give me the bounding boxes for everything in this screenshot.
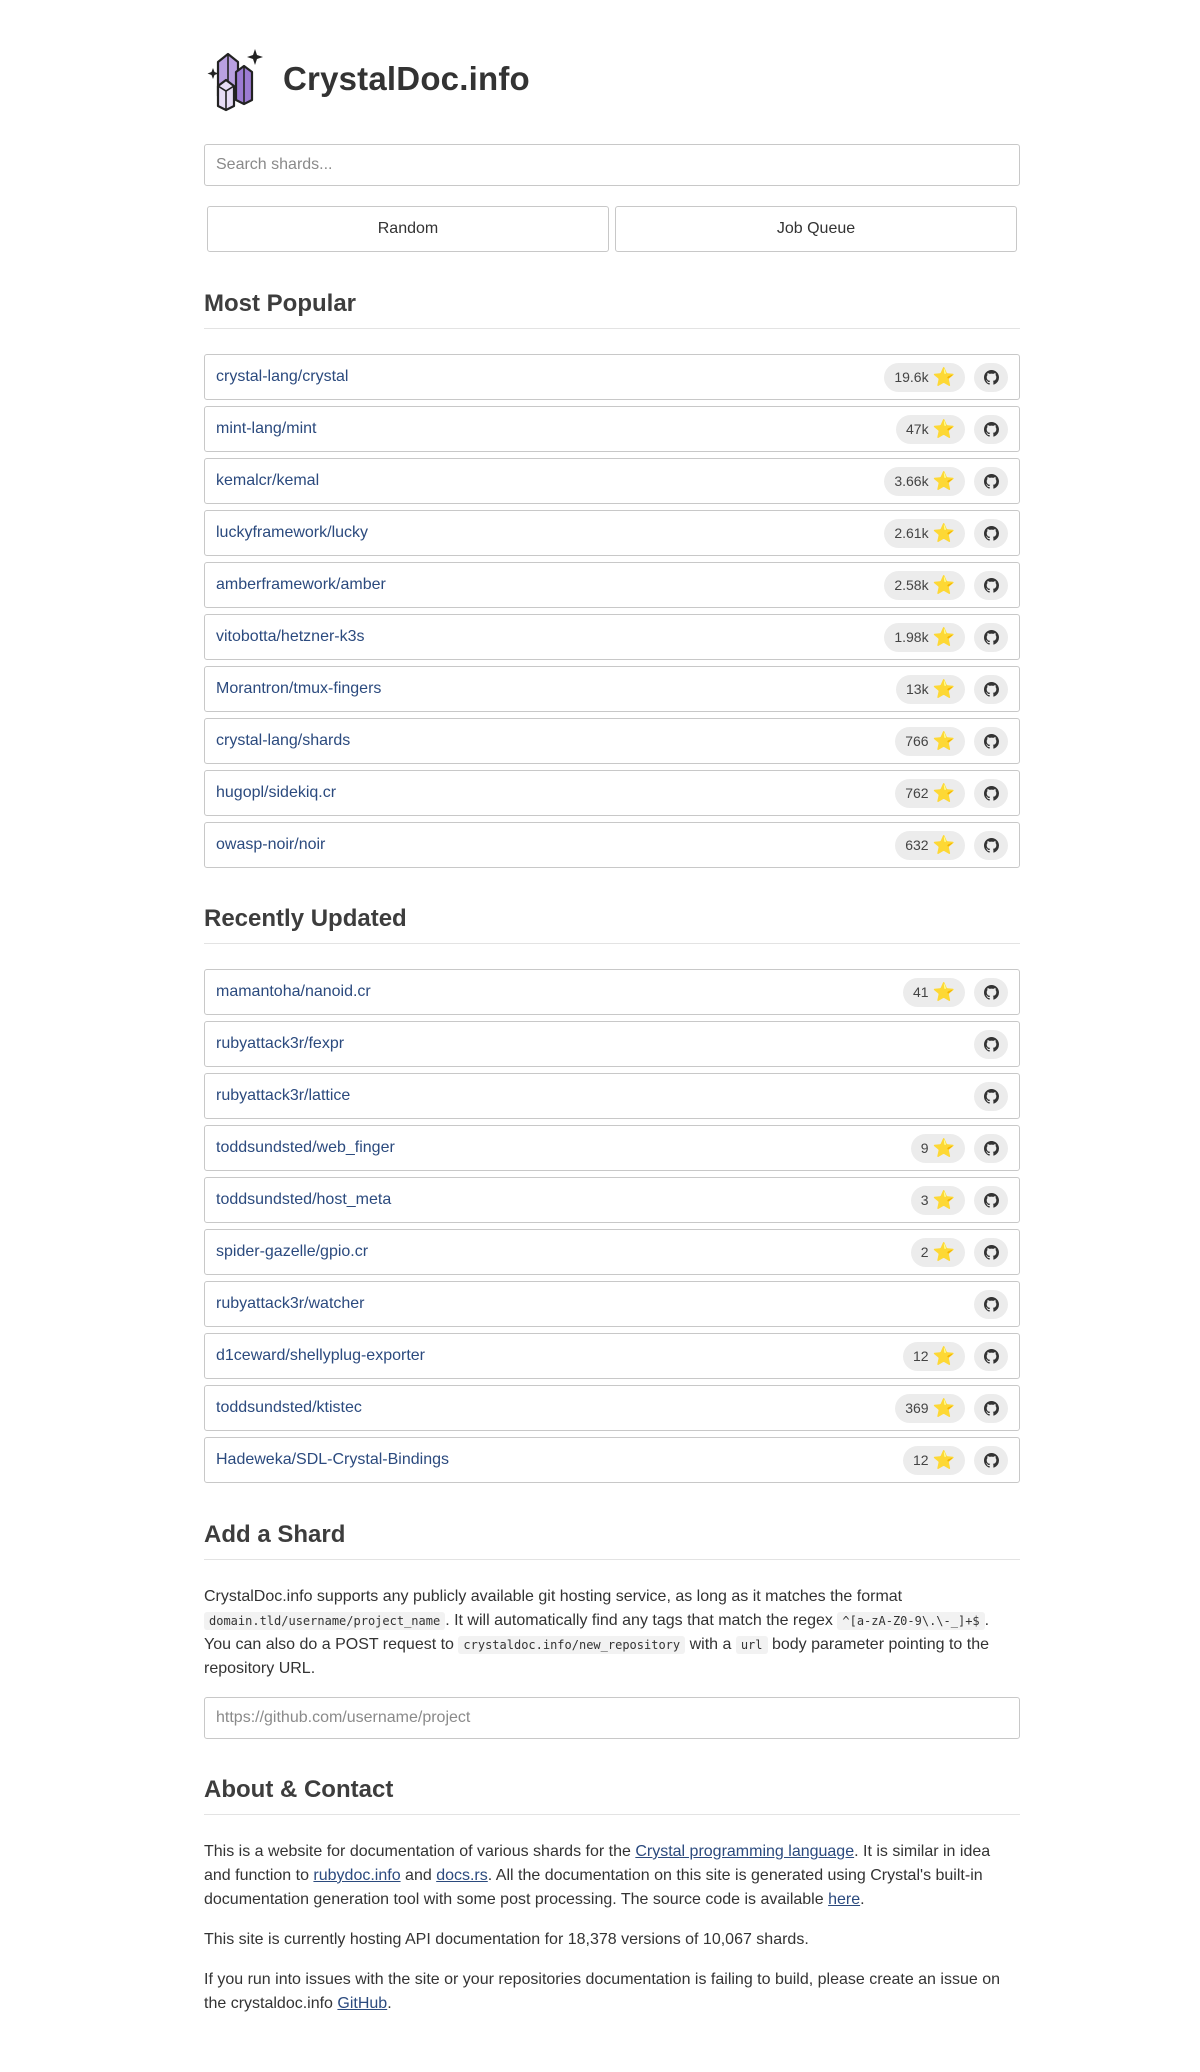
issues-text: .	[387, 1995, 392, 2012]
github-icon[interactable]	[974, 1238, 1008, 1267]
github-issues-link[interactable]: GitHub	[337, 1995, 388, 2012]
stars-badge	[911, 1134, 965, 1163]
github-icon[interactable]	[974, 467, 1008, 496]
stars-badge	[884, 571, 965, 600]
shard-link[interactable]: amberframework/amber	[216, 576, 386, 593]
stars-count: 12	[913, 1452, 929, 1468]
shard-link[interactable]: toddsundsted/ktistec	[216, 1399, 362, 1416]
github-icon[interactable]	[974, 1134, 1008, 1163]
star-icon: ⭐	[932, 367, 955, 387]
recently-updated-heading: Recently Updated	[204, 905, 1020, 944]
popular-shard-list	[204, 354, 1020, 868]
shard-link[interactable]: kemalcr/kemal	[216, 472, 320, 489]
rubydoc-link[interactable]: rubydoc.info	[313, 1867, 401, 1884]
shard-link[interactable]: owasp-noir/noir	[216, 836, 326, 853]
star-icon: ⭐	[932, 783, 955, 803]
stars-badge	[903, 1446, 965, 1475]
stars-badge	[903, 1342, 965, 1371]
repository-url-input[interactable]	[204, 1697, 1020, 1739]
stars-count: 13k	[906, 681, 929, 697]
star-icon: ⭐	[932, 1398, 955, 1418]
star-icon: ⭐	[932, 419, 955, 439]
crystal-logo-icon[interactable]	[206, 46, 264, 112]
shard-link[interactable]: rubyattack3r/watcher	[216, 1295, 365, 1312]
shard-list-item	[204, 562, 1020, 608]
shard-link[interactable]: mamantoha/nanoid.cr	[216, 983, 371, 1000]
stars-badge	[896, 675, 965, 704]
github-icon[interactable]	[974, 727, 1008, 756]
star-icon: ⭐	[932, 523, 955, 543]
issues-text: If you run into issues with the site or your repositories documentation is failing to build, please create an issue on the crystaldoc.info	[204, 1971, 1000, 2012]
github-icon[interactable]	[974, 779, 1008, 808]
endpoint-code: crystaldoc.info/new_repository	[458, 1636, 685, 1654]
stars-count: 369	[905, 1400, 929, 1416]
about-text: . All the documentation on this site is generated using Crystal's built-in documentation generation tool with some post processing. The source code is available	[204, 1867, 983, 1908]
star-icon: ⭐	[932, 835, 955, 855]
github-icon[interactable]	[974, 1082, 1008, 1111]
shard-link[interactable]: vitobotta/hetzner-k3s	[216, 628, 365, 645]
stars-count: 41	[913, 984, 929, 1000]
github-icon[interactable]	[974, 571, 1008, 600]
stars-count: 2.58k	[894, 577, 929, 593]
action-buttons	[204, 206, 1020, 252]
stars-count: 3	[920, 1192, 929, 1208]
add-shard-text: . It will automatically find any tags that match the regex	[445, 1612, 838, 1629]
about-text: . It is similar in idea and function to	[204, 1843, 991, 1884]
add-shard-section	[204, 1521, 1020, 1739]
github-icon[interactable]	[974, 1030, 1008, 1059]
shard-link[interactable]: mint-lang/mint	[216, 420, 317, 437]
star-icon: ⭐	[932, 1190, 955, 1210]
star-icon: ⭐	[932, 679, 955, 699]
source-code-link[interactable]: here	[828, 1891, 861, 1908]
add-shard-text: body parameter pointing to the repository URL.	[204, 1636, 989, 1677]
most-popular-section	[204, 290, 1020, 868]
stars-count: 632	[905, 837, 929, 853]
star-icon: ⭐	[932, 731, 955, 751]
add-shard-text: . You can also do a POST request to	[204, 1612, 990, 1653]
add-shard-text: with a	[685, 1636, 736, 1653]
recently-updated-section	[204, 905, 1020, 1483]
shard-list-item	[204, 510, 1020, 556]
shard-link[interactable]: crystal-lang/shards	[216, 732, 351, 749]
star-icon: ⭐	[932, 1138, 955, 1158]
stars-badge	[896, 415, 965, 444]
github-icon[interactable]	[974, 363, 1008, 392]
stars-count: 9	[920, 1140, 929, 1156]
stars-badge	[911, 1238, 965, 1267]
stars-count: 12	[913, 1348, 929, 1364]
shard-list-item	[204, 1229, 1020, 1275]
stars-count: 762	[905, 785, 929, 801]
github-icon[interactable]	[974, 1186, 1008, 1215]
about-text: and	[400, 1867, 437, 1884]
star-icon: ⭐	[932, 1450, 955, 1470]
about-paragraph	[204, 1840, 1020, 1912]
shard-list-item	[204, 666, 1020, 712]
github-icon[interactable]	[974, 675, 1008, 704]
shard-list-item	[204, 1333, 1020, 1379]
star-icon: ⭐	[932, 982, 955, 1002]
shard-link[interactable]: hugopl/sidekiq.cr	[216, 784, 337, 801]
github-icon[interactable]	[974, 623, 1008, 652]
add-shard-text: CrystalDoc.info supports any publicly available git hosting service, as long as it matches the format	[204, 1588, 903, 1605]
stars-badge	[884, 623, 965, 652]
docsrs-link[interactable]: docs.rs	[436, 1867, 488, 1884]
stars-badge	[884, 519, 965, 548]
about-heading: About & Contact	[204, 1776, 1020, 1815]
shard-list-item	[204, 354, 1020, 400]
github-icon[interactable]	[974, 1342, 1008, 1371]
shard-list-item	[204, 1021, 1020, 1067]
stars-badge	[895, 779, 965, 808]
issues-paragraph	[204, 1968, 1020, 2016]
github-icon[interactable]	[974, 519, 1008, 548]
shard-link[interactable]: spider-gazelle/gpio.cr	[216, 1243, 369, 1260]
stars-count: 2.61k	[894, 525, 929, 541]
github-icon[interactable]	[974, 415, 1008, 444]
url-param-code: url	[736, 1636, 768, 1654]
github-icon[interactable]	[974, 1394, 1008, 1423]
page-container	[204, 0, 1020, 2072]
github-icon[interactable]	[974, 831, 1008, 860]
stars-badge	[895, 831, 965, 860]
most-popular-heading: Most Popular	[204, 290, 1020, 329]
shard-list-item	[204, 1073, 1020, 1119]
about-section	[204, 1776, 1020, 2016]
site-header	[204, 40, 1020, 118]
crystal-language-link[interactable]: Crystal programming language	[635, 1843, 855, 1860]
shard-list-item	[204, 614, 1020, 660]
stars-count: 3.66k	[894, 473, 929, 489]
star-icon: ⭐	[932, 1242, 955, 1262]
about-text: .	[860, 1891, 865, 1908]
shard-link[interactable]: rubyattack3r/fexpr	[216, 1035, 345, 1052]
about-text: This is a website for documentation of various shards for the	[204, 1843, 636, 1860]
stars-badge	[903, 978, 965, 1007]
random-button[interactable]: Random	[207, 206, 609, 252]
shard-list-item	[204, 406, 1020, 452]
shard-link[interactable]: luckyframework/lucky	[216, 524, 369, 541]
shard-link[interactable]: toddsundsted/host_meta	[216, 1191, 392, 1208]
hosting-stats-paragraph: This site is currently hosting API documentation for 18,378 versions of 10,067 shards.	[204, 1931, 809, 1948]
stars-count: 1.98k	[894, 629, 929, 645]
shard-link[interactable]: Morantron/tmux-fingers	[216, 680, 382, 697]
shard-list-item	[204, 770, 1020, 816]
site-title[interactable]: CrystalDoc.info	[283, 60, 530, 97]
shard-link[interactable]: rubyattack3r/lattice	[216, 1087, 351, 1104]
shard-list-item	[204, 458, 1020, 504]
recent-shard-list	[204, 969, 1020, 1483]
regex-code: ^[a-zA-Z0-9\.\-_]+$	[837, 1612, 984, 1630]
stars-count: 19.6k	[894, 369, 929, 385]
shard-list-item	[204, 822, 1020, 868]
shard-list-item	[204, 969, 1020, 1015]
shard-list-item	[204, 1281, 1020, 1327]
stars-badge	[911, 1186, 965, 1215]
shard-list-item	[204, 1385, 1020, 1431]
shard-link[interactable]: d1ceward/shellyplug-exporter	[216, 1347, 425, 1364]
shard-list-item	[204, 718, 1020, 764]
shard-link[interactable]: crystal-lang/crystal	[216, 368, 349, 385]
stars-badge	[895, 727, 965, 756]
shard-list-item	[204, 1437, 1020, 1483]
shard-list-item	[204, 1177, 1020, 1223]
stars-count: 47k	[906, 421, 929, 437]
search-input[interactable]	[204, 144, 1020, 186]
github-icon[interactable]	[974, 1446, 1008, 1475]
shard-link[interactable]: toddsundsted/web_finger	[216, 1139, 395, 1156]
star-icon: ⭐	[932, 471, 955, 491]
stars-count: 766	[905, 733, 929, 749]
add-shard-heading: Add a Shard	[204, 1521, 1020, 1560]
star-icon: ⭐	[932, 575, 955, 595]
stars-badge	[895, 1394, 965, 1423]
stars-badge	[884, 363, 965, 392]
shard-link[interactable]: Hadeweka/SDL-Crystal-Bindings	[216, 1451, 449, 1468]
job-queue-button[interactable]: Job Queue	[615, 206, 1017, 252]
github-icon[interactable]	[974, 978, 1008, 1007]
stars-count: 2	[920, 1244, 929, 1260]
star-icon: ⭐	[932, 1346, 955, 1366]
shard-list-item	[204, 1125, 1020, 1171]
format-code: domain.tld/username/project_name	[204, 1612, 445, 1630]
github-icon[interactable]	[974, 1290, 1008, 1319]
star-icon: ⭐	[932, 627, 955, 647]
add-shard-description	[204, 1585, 1020, 1681]
stars-badge	[884, 467, 965, 496]
